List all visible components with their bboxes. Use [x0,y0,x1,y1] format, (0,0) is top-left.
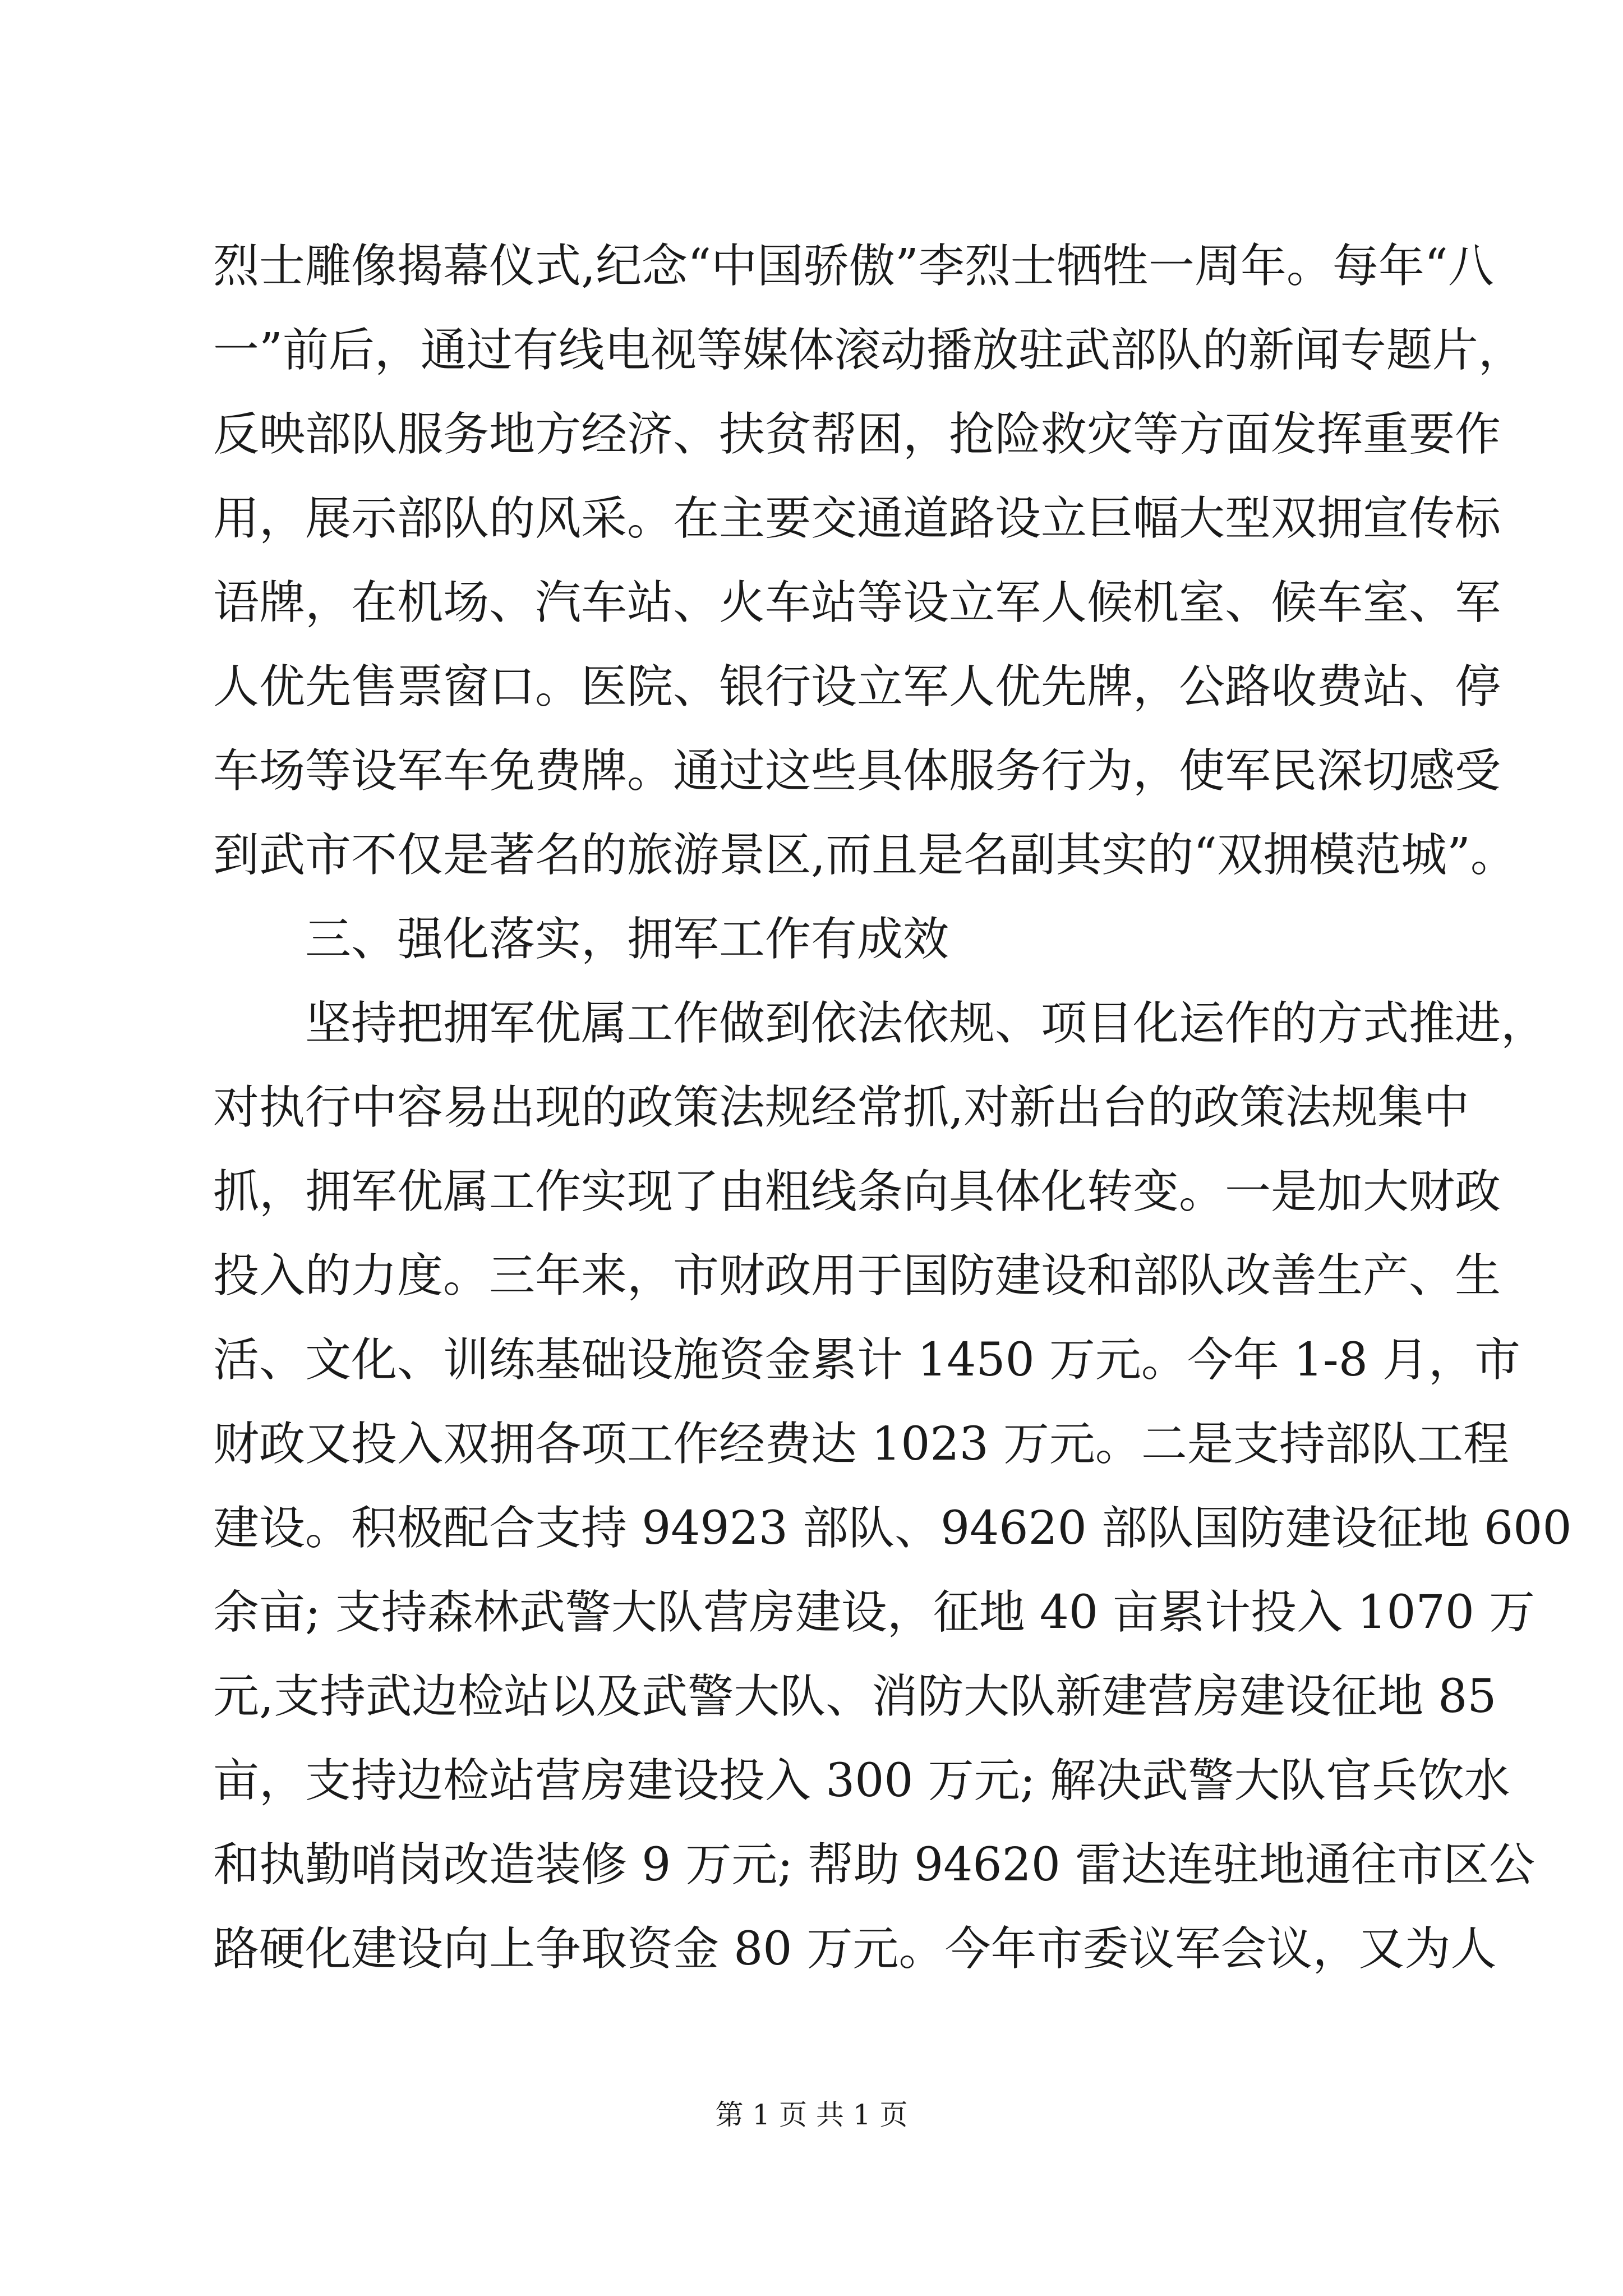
text-line: 建设。积极配合支持 94923 部队、94620 部队国防建设征地 600 [213,1502,1572,1555]
document-body [213,224,1572,1991]
text-line: 车场等设军车免费牌。通过这些具体服务行为，使军民深切感受 [213,744,1501,798]
text-line: 活、文化、训练基础设施资金累计 1450 万元。今年 1-8 月，市 [213,1333,1520,1387]
section-heading: 三、强化落实，拥军工作有成效 [305,913,949,966]
text-line: 人优先售票窗口。医院、银行设立军人优先牌，公路收费站、停 [213,660,1501,714]
text-line: 一”前后，通过有线电视等媒体滚动播放驻武部队的新闻专题片， [213,324,1524,377]
text-line: 投入的力度。三年来，市财政用于国防建设和部队改善生产、生 [213,1249,1501,1303]
text-line: 反映部队服务地方经济、扶贫帮困，抢险救灾等方面发挥重要作 [213,408,1501,461]
text-line: 路硬化建设向上争取资金 80 万元。今年市委议军会议，又为人 [213,1922,1497,1976]
text-line: 语牌，在机场、汽车站、火车站等设立军人候机室、候车室、军 [213,576,1501,629]
text-line: 用，展示部队的风采。在主要交通道路设立巨幅大型双拥宣传标 [213,492,1501,545]
text-line: 财政又投入双拥各项工作经费达 1023 万元。二是支持部队工程 [213,1418,1509,1471]
text-line: 到武市不仅是著名的旅游景区,而且是名副其实的“双拥模范城”。 [213,829,1516,882]
text-line: 烈士雕像揭幕仪式,纪念“中国骄傲”李烈士牺牲一周年。每年“八 [213,240,1494,293]
text-line: 亩，支持边检站营房建设投入 300 万元; 解决武警大队官兵饮水 [213,1754,1510,1807]
page-footer: 第 1 页 共 1 页 [715,2099,908,2131]
text-line: 余亩; 支持森林武警大队营房建设，征地 40 亩累计投入 1070 万 [213,1586,1535,1639]
text-line: 对执行中容易出现的政策法规经常抓,对新出台的政策法规集中 [213,1081,1470,1134]
text-line: 和执勤哨岗改造装修 9 万元; 帮助 94620 雷达连驻地通往市区公 [213,1838,1535,1892]
paragraph-first-line: 坚持把拥军优属工作做到依法依规、项目化运作的方式推进， [305,997,1547,1050]
text-line: 抓，拥军优属工作实现了由粗线条向具体化转变。一是加大财政 [213,1165,1501,1218]
text-line: 元,支持武边检站以及武警大队、消防大队新建营房建设征地 85 [213,1670,1497,1723]
